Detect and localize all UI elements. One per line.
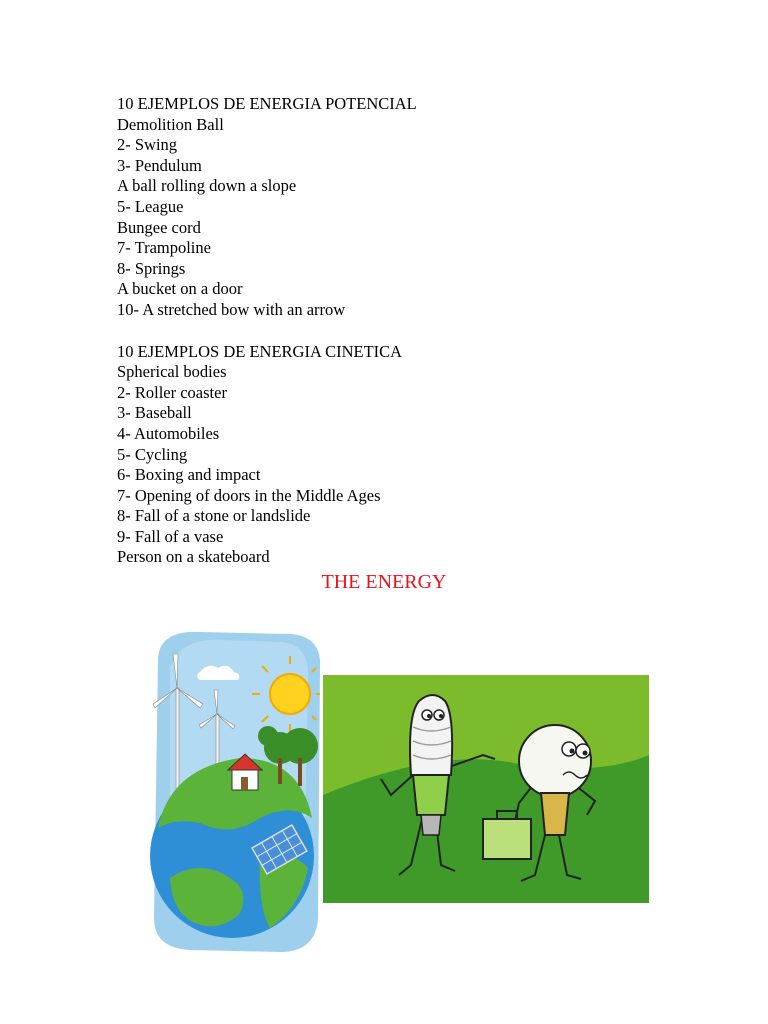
list-item: A bucket on a door [117, 279, 243, 299]
section-gap [117, 321, 677, 342]
potential-list [117, 115, 677, 321]
list-item: 8- Springs [117, 258, 186, 278]
energy-title: THE ENERGY [321, 571, 447, 593]
list-item: 5- Cycling [117, 444, 188, 464]
list-item: 10- A stretched bow with an arrow [117, 299, 346, 319]
list-item: 3- Pendulum [117, 155, 202, 175]
list-item: Person on a skateboard [117, 547, 270, 567]
list-item: 3- Baseball [117, 403, 192, 423]
list-item: Spherical bodies [117, 362, 227, 382]
list-item: 5- League [117, 196, 184, 216]
list-item: 8- Fall of a stone or landslide [117, 506, 311, 526]
list-item: 7- Opening of doors in the Middle Ages [117, 485, 381, 505]
list-item: Bungee cord [117, 217, 201, 237]
document-body [117, 94, 677, 568]
list-item: 7- Trampoline [117, 238, 211, 258]
eco-planet-icon [140, 628, 325, 956]
potential-heading: 10 EJEMPLOS DE ENERGIA POTENCIAL [117, 94, 417, 113]
light-bulbs-icon [323, 675, 649, 903]
list-item: 2- Swing [117, 135, 178, 155]
list-item: A ball rolling down a slope [117, 176, 297, 196]
list-item: 4- Automobiles [117, 423, 220, 443]
list-item: 9- Fall of a vase [117, 526, 224, 546]
list-item: 2- Roller coaster [117, 382, 227, 402]
list-item: 6- Boxing and impact [117, 465, 261, 485]
kinetic-list [117, 362, 677, 568]
kinetic-heading: 10 EJEMPLOS DE ENERGIA CINETICA [117, 341, 403, 361]
list-item: Demolition Ball [117, 114, 224, 134]
